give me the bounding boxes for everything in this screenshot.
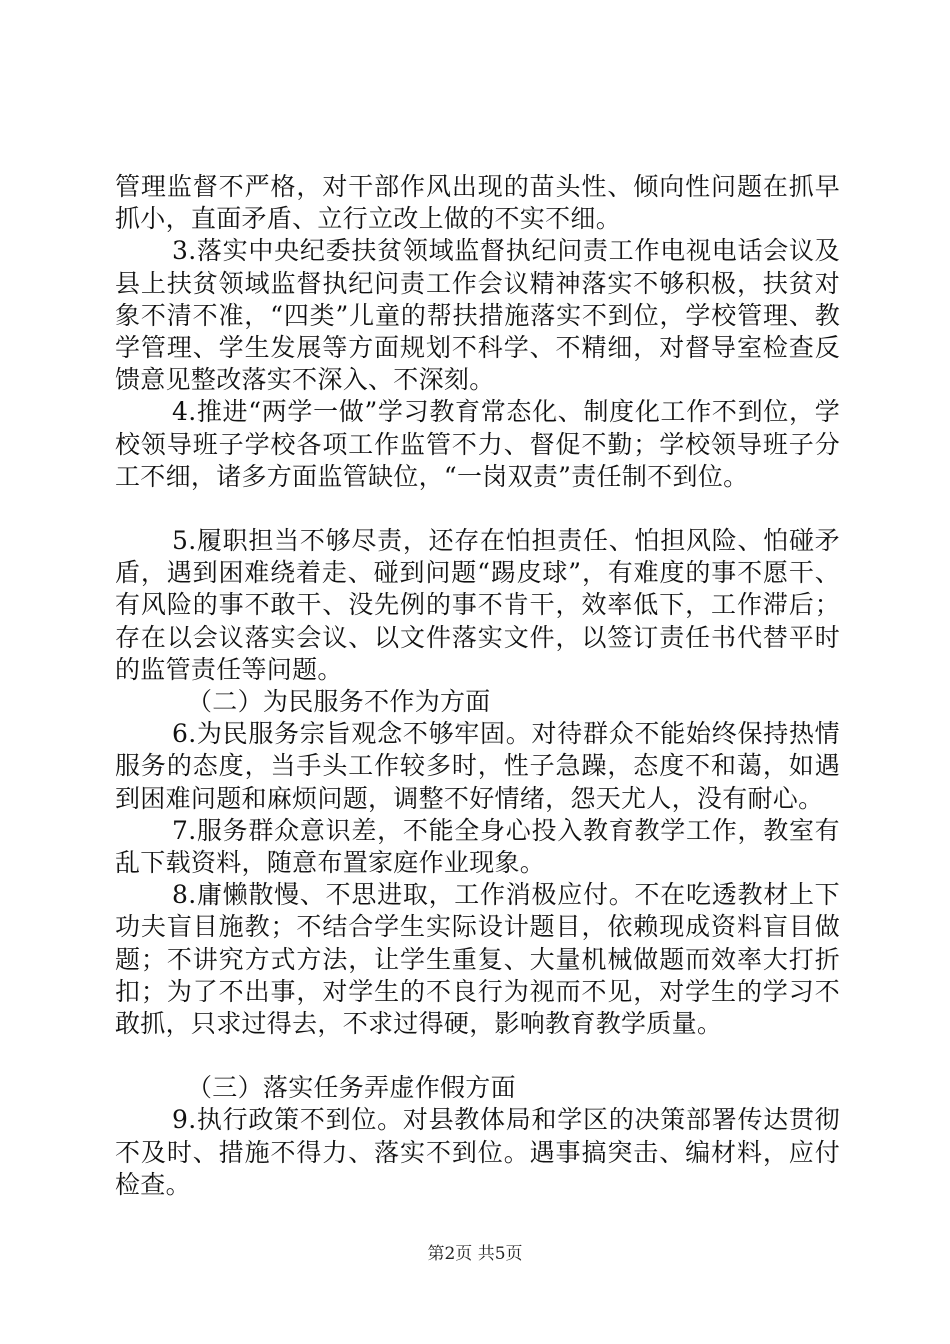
paragraph-item-8: 8.庸懒散慢、不思进取，工作消极应付。不在吃透教材上下功夫盲目施教；不结合学生实际设计题目，依赖现成资料盲目做题；不讲究方式方法，让学生重复、大量机械做题而效率大打折扣；为了不出事，对学生的不良行为视而不见，对学生的学习不敢抓，只求过得去，不求过得硬，影响教育教学质量。 bbox=[115, 880, 840, 1039]
page-number-footer: 第2页 共5页 bbox=[427, 1244, 523, 1264]
paragraph-item-3: 3.落实中央纪委扶贫领域监督执纪问责工作电视电话会议及县上扶贫领域监督执纪问责工作会议精神落实不够积极，扶贫对象不清不准，“四类”儿童的帮扶措施落实不到位，学校管理、教学管理、学生发展等方面规划不科学、不精细，对督导室检查反馈意见整改落实不深入、不深刻。 bbox=[115, 236, 840, 395]
paragraph-item-5: 5.履职担当不够尽责，还存在怕担责任、怕担风险、怕碰矛盾，遇到困难绕着走、碰到问题“踢皮球”，有难度的事不愿干、有风险的事不敢干、没先例的事不肯干，效率低下，工作滞后；存在以会议落实会议、以文件落实文件，以签订责任书代替平时的监管责任等问题。 bbox=[115, 526, 840, 684]
document-body bbox=[115, 171, 840, 1201]
paragraph-item-6: 6.为民服务宗旨观念不够牢固。对待群众不能始终保持热情服务的态度，当手头工作较多时，性子急躁，态度不和蔼，如遇到困难问题和麻烦问题，调整不好情绪，怨天尤人，没有耐心。 bbox=[115, 719, 840, 813]
paragraph-continuation: 管理监督不严格，对干部作风出现的苗头性、倾向性问题在抓早抓小，直面矛盾、立行立改上做的不实不细。 bbox=[115, 172, 840, 234]
paragraph-item-7: 7.服务群众意识差，不能全身心投入教育教学工作，教室有乱下载资料，随意布置家庭作业现象。 bbox=[115, 815, 840, 878]
section-heading-2: （二）为民服务不作为方面 bbox=[187, 687, 491, 717]
section-heading-3: （三）落实任务弄虚作假方面 bbox=[187, 1073, 516, 1103]
paragraph-item-9: 9.执行政策不到位。对县教体局和学区的决策部署传达贯彻不及时、措施不得力、落实不到位。遇事搞突击、编材料，应付检查。 bbox=[115, 1105, 840, 1199]
paragraph-item-4: 4.推进“两学一做”学习教育常态化、制度化工作不到位，学校领导班子学校各项工作监管不力、督促不勤；学校领导班子分工不细，诸多方面监管缺位，“一岗双责”责任制不到位。 bbox=[115, 397, 840, 491]
